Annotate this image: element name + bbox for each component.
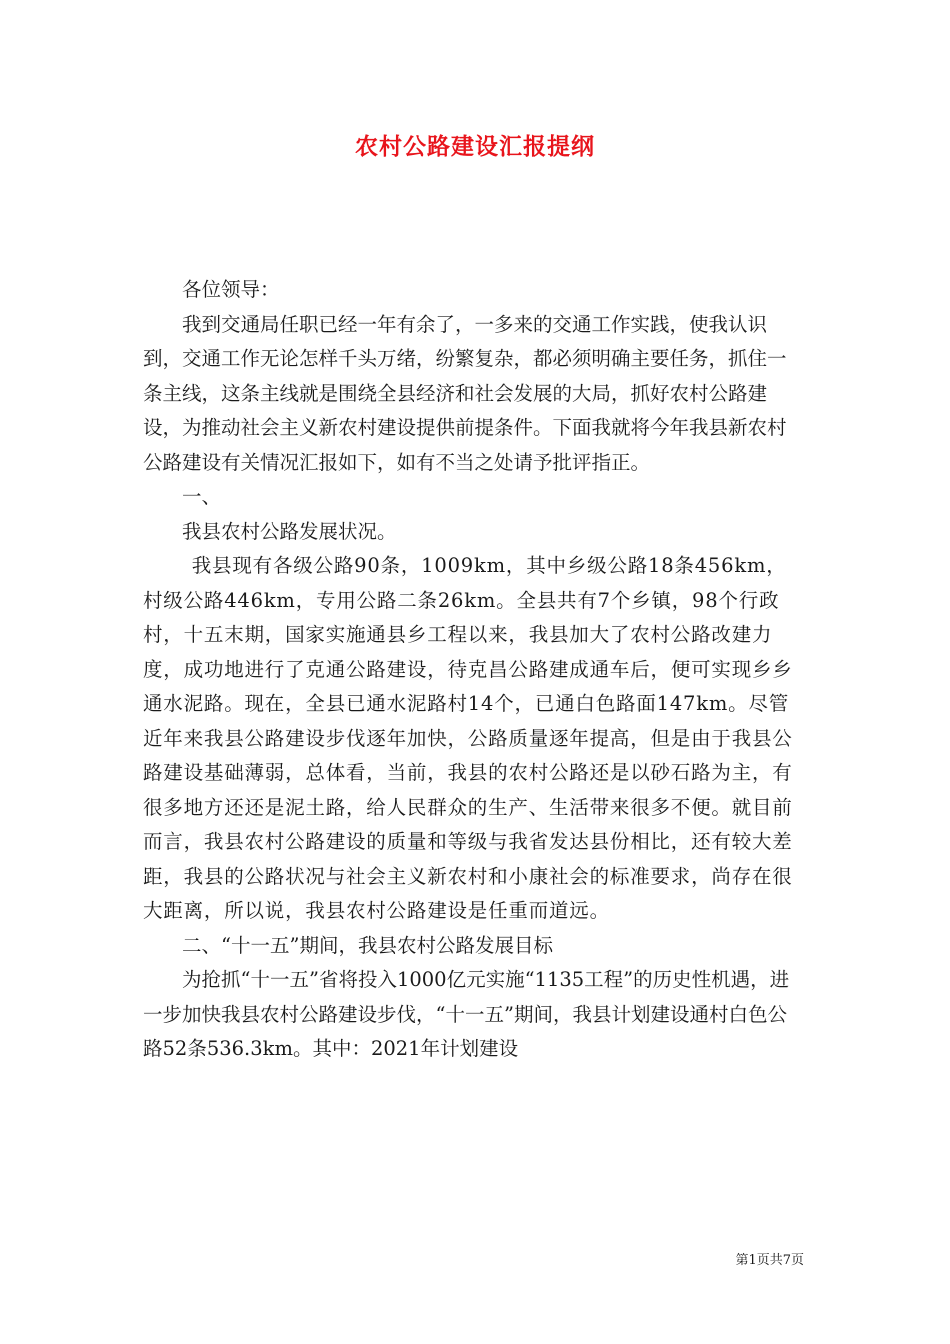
page-number: 第1页共7页	[735, 1253, 804, 1268]
section-heading-1-title: 我县农村公路发展状况。	[182, 519, 397, 543]
salutation: 各位领导：	[182, 278, 280, 301]
document-body	[143, 273, 803, 1067]
section-heading-1-number: 一、	[182, 485, 222, 508]
document-title: 农村公路建设汇报提纲	[355, 133, 595, 160]
paragraph-goals: 为抢抓“十一五”省将投入1000亿元实施“1135工程”的历史性机遇，进一步加快我县农村公路建设步伐，“十一五”期间，我县计划建设通村白色公路52条536.3km。其中：2021年计划建设	[143, 968, 790, 1060]
paragraph-intro: 我到交通局任职已经一年有余了，一多来的交通工作实践，使我认识到，交通工作无论怎样千头万绪，纷繁复杂，都必须明确主要任务，抓住一条主线，这条主线就是围绕全县经济和社会发展的大局，抓好农村公路建设，为推动社会主义新农村建设提供前提条件。下面我就将今年我县新农村公路建设有关情况汇报如下，如有不当之处请予批评指正。	[143, 312, 787, 474]
section-heading-2: 二、“十一五”期间，我县农村公路发展目标	[182, 933, 553, 957]
paragraph-status: 我县现有各级公路90条，1009km，其中乡级公路18条456km，村级公路446km，专用公路二条26km。全县共有7个乡镇，98个行政村，十五末期，国家实施通县乡工程以来，我县加大了农村公路改建力度，成功地进行了克通公路建设，待克昌公路建成通车后，便可实现乡乡通水泥路。现在，全县已通水泥路村14个，已通白色路面147km。尽管近年来我县公路建设步伐逐年加快，公路质量逐年提高，但是由于我县公路建设基础薄弱，总体看，当前，我县的农村公路还是以砂石路为主，有很多地方还还是泥土路，给人民群众的生产、生活带来很多不便。就目前而言，我县农村公路建设的质量和等级与我省发达县份相比，还有较大差距，我县的公路状况与社会主义新农村和小康社会的标准要求，尚存在很大距离，所以说，我县农村公路建设是任重而道远。	[143, 554, 793, 922]
